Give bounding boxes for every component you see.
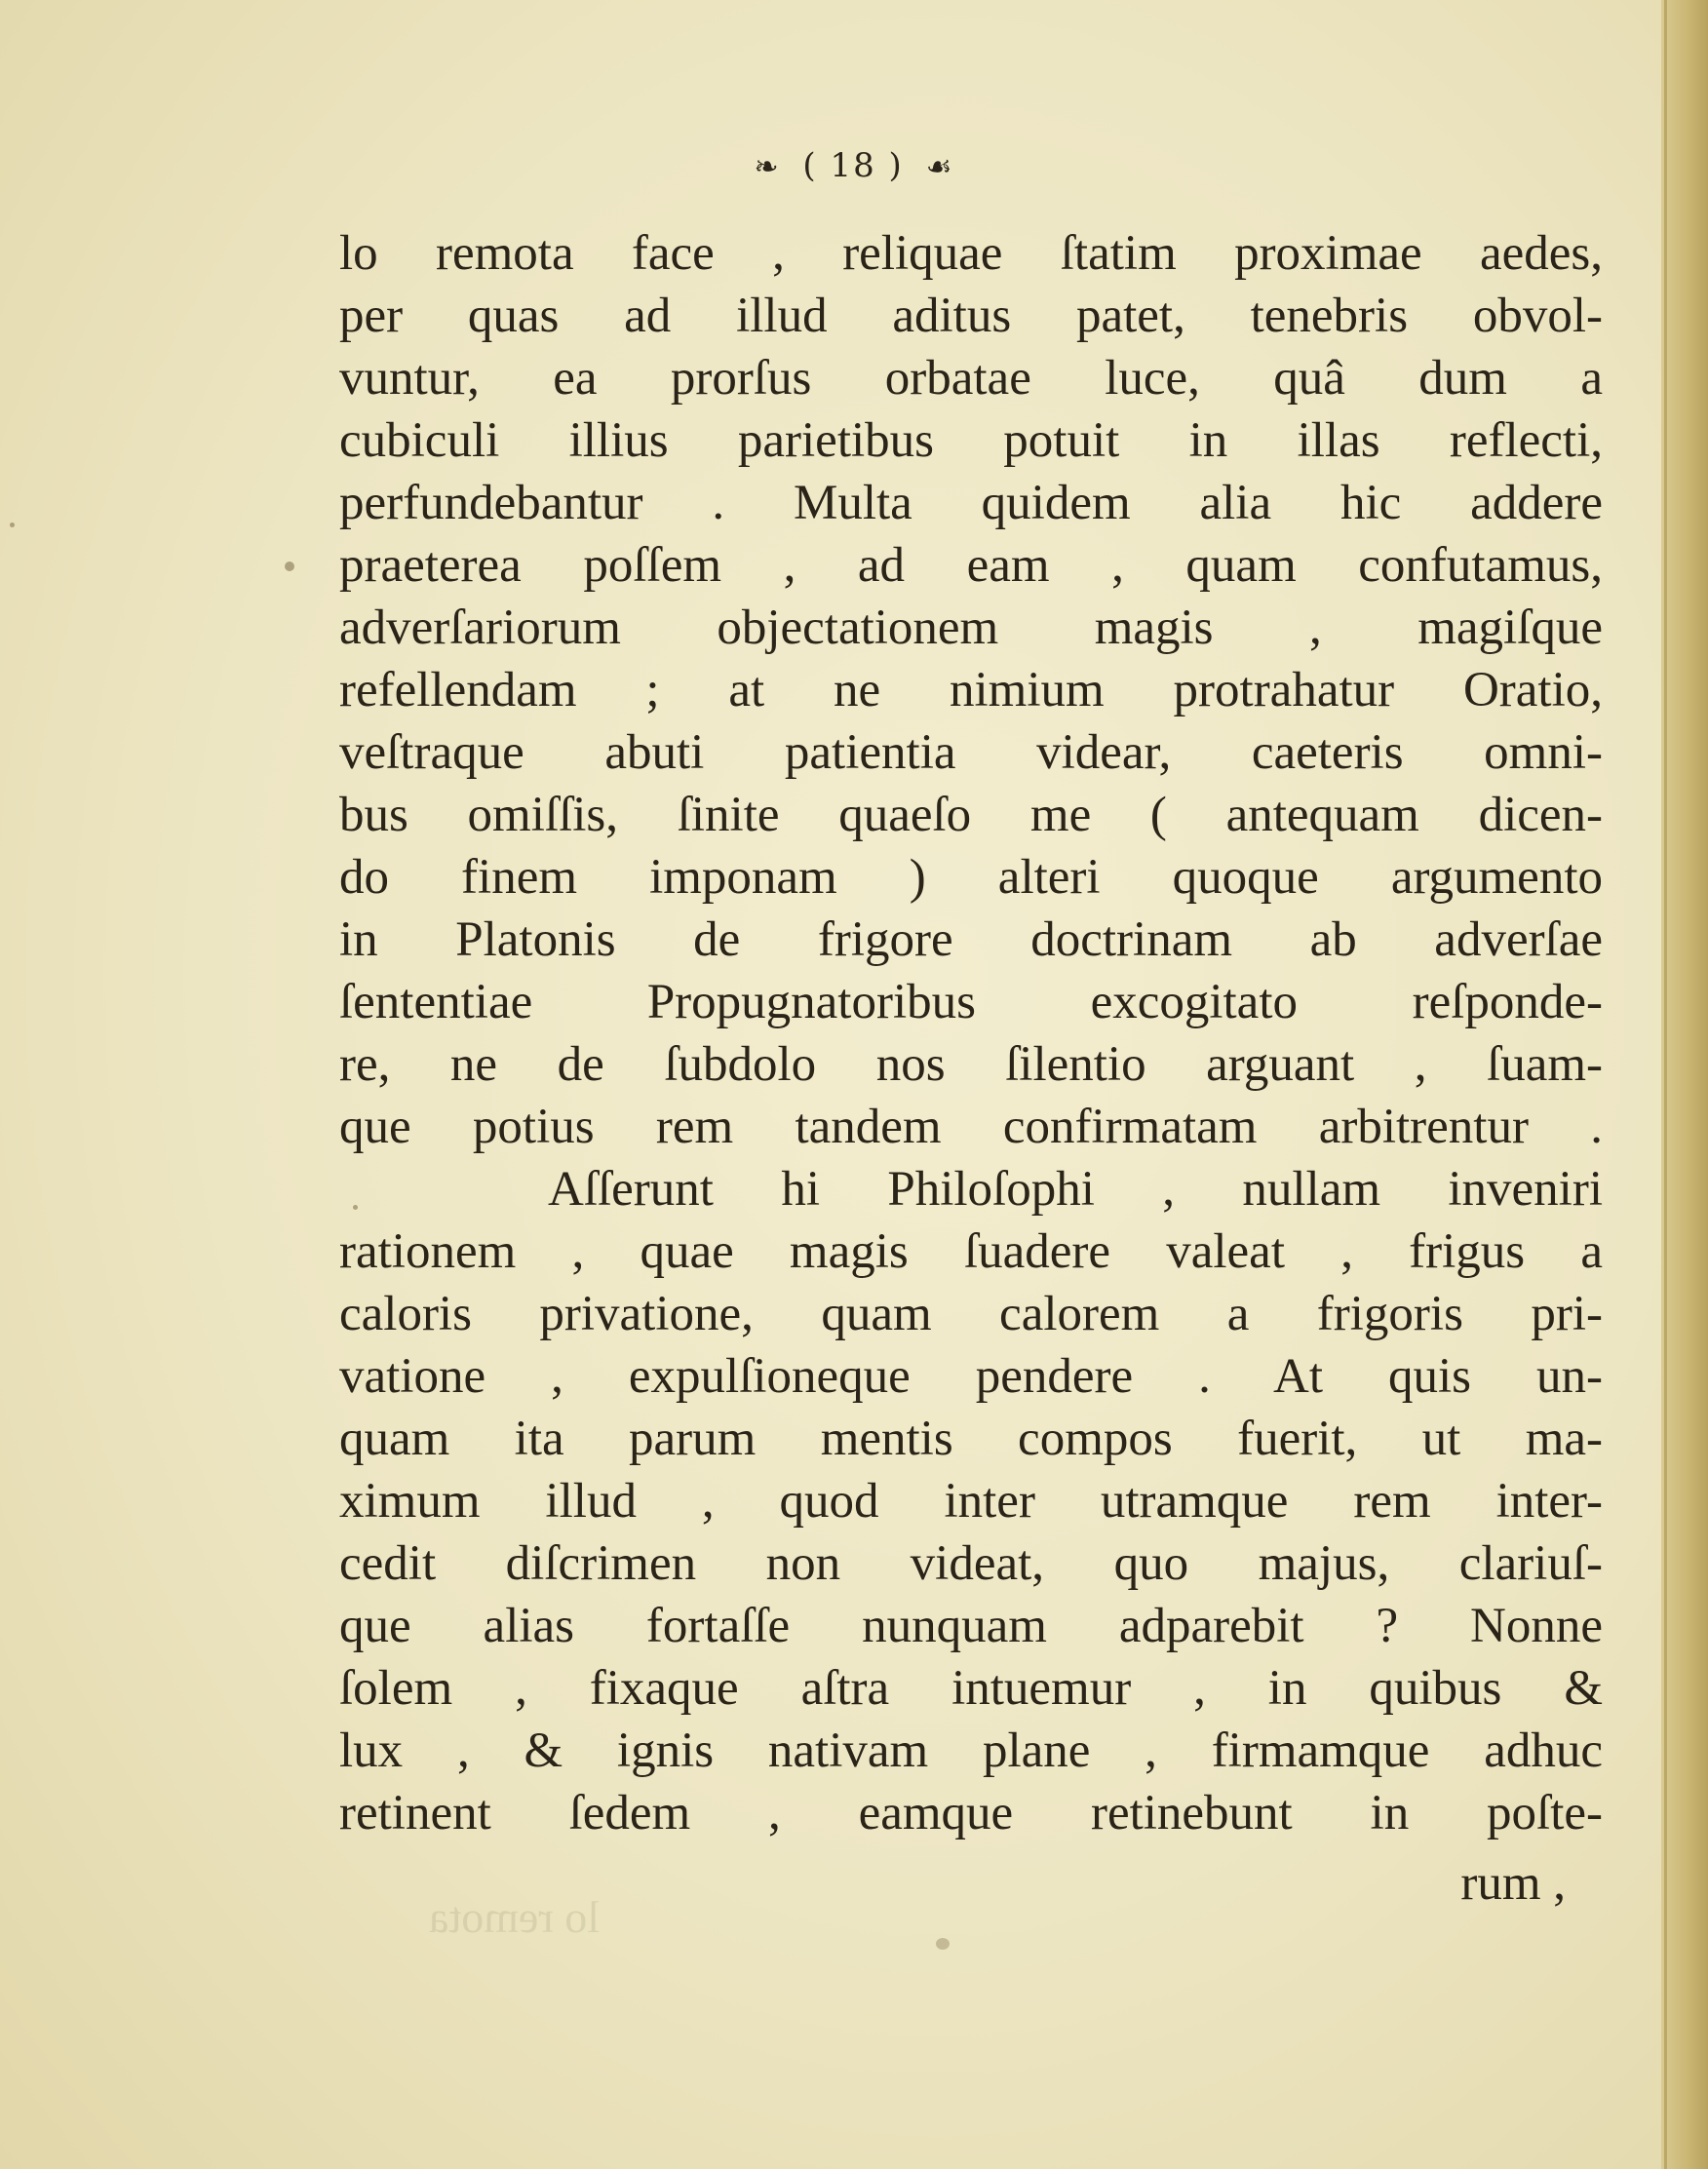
text-line: praeterea poſſem , ad eam , quam confutamus, [339,538,1603,593]
text-line: ximum illud , quod inter utramque rem inter- [339,1474,1603,1529]
page-gutter [1661,0,1708,2169]
ink-speck [936,1938,950,1950]
text-line: quam ita parum mentis compos fuerit, ut ma- [339,1412,1603,1466]
ink-speck [10,523,15,527]
text-line: per quas ad illud aditus patet, tenebris obvol- [339,289,1603,343]
text-line: lux , & ignis nativam plane , firmamque adhuc [339,1724,1603,1778]
text-line: ſolem , fixaque aſtra intuemur , in quibus & [339,1661,1603,1716]
paragraph-start-line: Aſſerunt hi Philoſophi , nullam inveniri [548,1162,1603,1217]
catchword: rum , [1460,1856,1566,1911]
text-line: rationem , quae magis ſuadere valeat , frigus a [339,1224,1603,1279]
text-line: retinent ſedem , eamque retinebunt in poſte- [339,1786,1603,1840]
text-line: refellendam ; at ne nimium protrahatur Oratio, [339,663,1603,717]
text-line: do finem imponam ) alteri quoque argumento [339,850,1603,905]
ink-speck [285,562,294,571]
running-header [0,146,1708,185]
text-line: veſtraque abuti patientia videar, caeteris omni- [339,725,1603,780]
text-line: que potius rem tandem confirmatam arbitrentur . [339,1100,1603,1154]
text-line: re, ne de ſubdolo nos ſilentio arguant , ſuam- [339,1037,1603,1092]
text-line: vatione , expulſioneque pendere . At quis un- [339,1349,1603,1404]
text-line: ſententiae Propugnatoribus excogitato reſponde- [339,975,1603,1029]
text-line: vuntur, ea prorſus orbatae luce, quâ dum a [339,351,1603,406]
text-line: in Platonis de frigore doctrinam ab adverſae [339,912,1603,967]
body-text [339,222,1603,1844]
text-line: perfundebantur . Multa quidem alia hic addere [339,476,1603,530]
text-line: bus omiſſis, ſinite quaeſo me ( antequam dicen- [339,788,1603,842]
text-line: que alias fortaſſe nunquam adparebit ? Nonne [339,1599,1603,1653]
page-number: ( 18 ) [802,146,904,185]
right-ornament: ☙ [925,150,954,184]
text-line: adverſariorum objectationem magis , magiſque [339,600,1603,655]
text-line: cubiculi illius parietibus potuit in illas reflecti, [339,413,1603,468]
bleed-through-text: lo remota [429,1892,600,1942]
text-line: lo remota face , reliquae ſtatim proximae aedes, [339,226,1603,281]
text-line: caloris privatione, quam calorem a frigoris pri- [339,1287,1603,1341]
left-ornament: ❧ [754,150,781,184]
gutter-edge [1664,0,1667,2169]
text-line: cedit diſcrimen non videat, quo majus, clariuſ- [339,1536,1603,1591]
